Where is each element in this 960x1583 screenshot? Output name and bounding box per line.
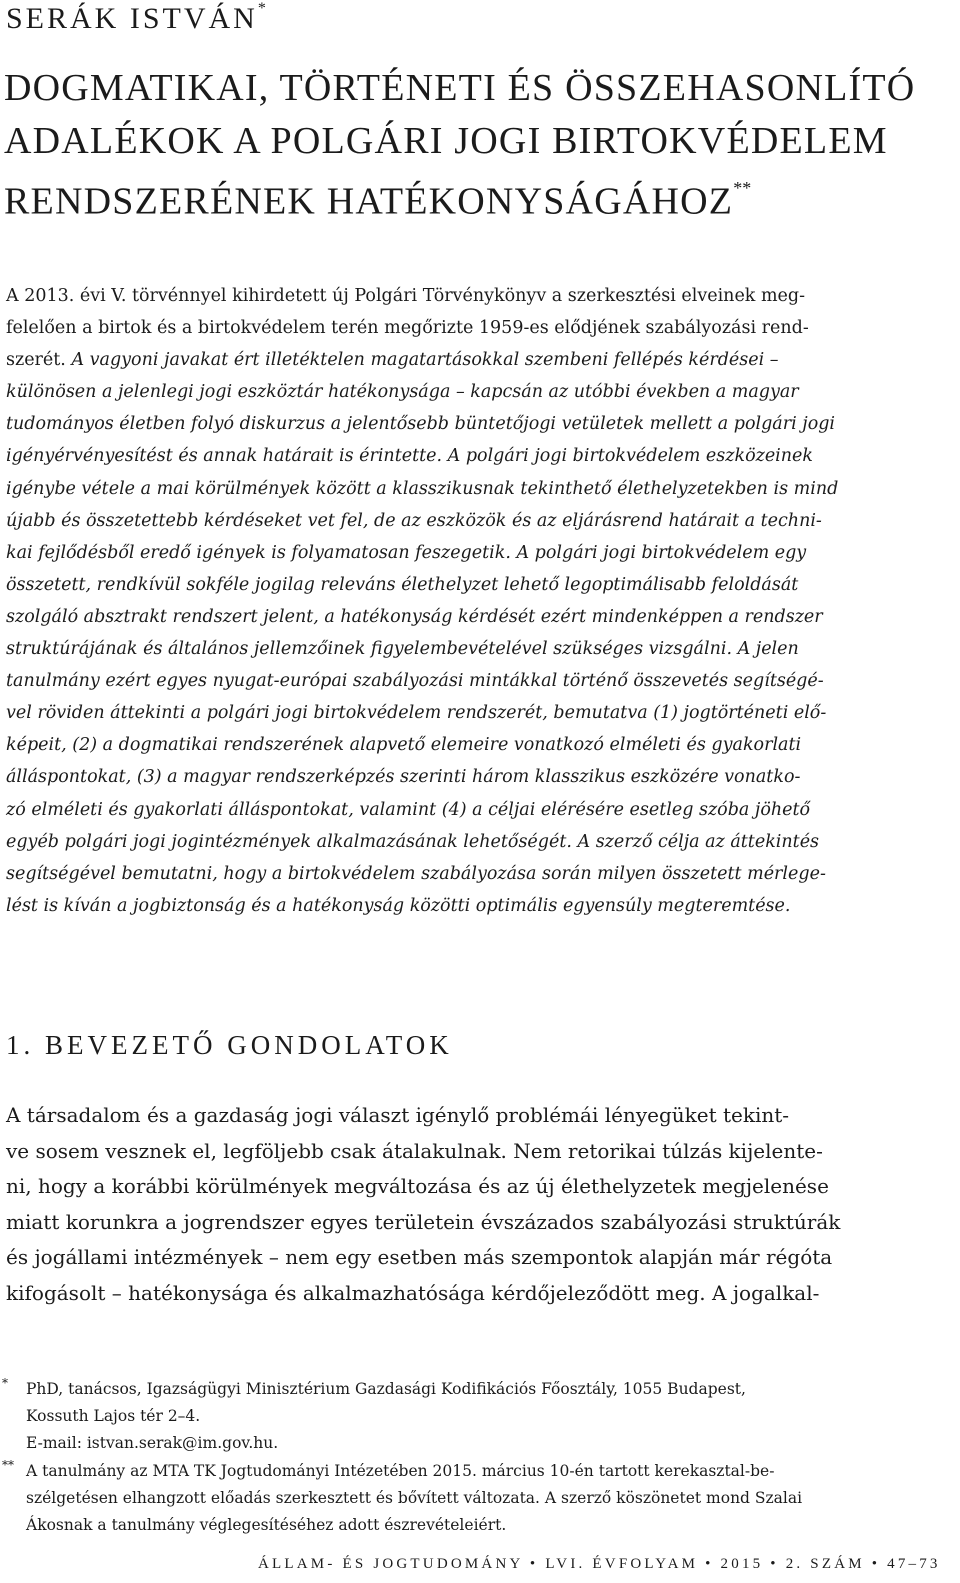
author-footnote-mark: * [257, 0, 266, 17]
footnotes [0, 1376, 950, 1539]
footnote-line: szélgetésen elhangzott előadás szerkesztett és bővített változata. A szerző köszönetet mond Szalai [26, 1488, 803, 1507]
title-line-text: RENDSZERÉNEK HATÉKONYSÁGÁHOZ [4, 180, 734, 223]
title-line [4, 168, 954, 229]
abstract-line: igénybe vétele a mai körülmények között a klasszikusnak tekinthető élethelyzetekben is mind [6, 478, 839, 499]
abstract-line-part-italic: egyéb polgári jogi jogintézmények alkalmazásának lehetőségét. [6, 831, 578, 852]
abstract-line [6, 440, 946, 472]
title-line: ADALÉKOK A POLGÁRI JOGI BIRTOKVÉDELEM [4, 120, 888, 162]
abstract-line-part-italic: struktúrájának és általános jellemzőinek figyelembevételével szükséges vizsgálni. [6, 639, 738, 660]
running-footer: ÁLLAM- ÉS JOGTUDOMÁNY • LVI. ÉVFOLYAM • 2015 • 2. SZÁM • 47–73 [258, 1556, 941, 1572]
footnote-email[interactable]: E-mail: istvan.serak@im.gov.hu. [26, 1434, 279, 1453]
title-footnote-mark: ** [733, 178, 752, 198]
article-title [4, 62, 954, 229]
abstract-line: képeit, (2) a dogmatikai rendszerének alapvető elemeire vonatkozó elméleti és gyakorlati [6, 735, 802, 756]
section-heading: 1. BEVEZETŐ GONDOLATOK [6, 1030, 453, 1060]
abstract-line [6, 344, 946, 376]
abstract-line: felelően a birtok és a birtokvédelem terén megőrizte 1959-es elődjének szabályozási rend- [6, 318, 809, 339]
author-name-text: SERÁK ISTVÁN [6, 2, 258, 35]
body-line: kifogásolt – hatékonysága és alkalmazhatósága kérdőjeleződött meg. A jogalkal- [6, 1280, 820, 1305]
body-line: A társadalom és a gazdaság jogi választ igénylő problémái lényegüket tekint- [6, 1103, 790, 1127]
abstract-line-part-italic: A vagyoni javakat ért illetéktelen magatartásokkal szembeni fellépés kérdései – [71, 350, 779, 371]
abstract-line-part-italic: kai fejlődésből eredő igények is folyamatosan feszegetik. [6, 542, 517, 563]
abstract-line-part-italic: A polgári jogi birtokvédelem eszközeinek [447, 446, 814, 467]
abstract-line: összetett, rendkívül sokféle jogilag releváns élethelyzet lehető legoptimálisabb feloldását [6, 574, 799, 595]
abstract-line: tanulmány ezért egyes nyugat-európai szabályozási mintákkal történő összevetés segítségé- [6, 671, 824, 692]
abstract-line-part-italic: A jelen [737, 639, 799, 660]
abstract-line [6, 826, 946, 858]
author-name [6, 2, 266, 36]
abstract-line-part-italic: igényérvényesítést és annak határait is érintette. [6, 446, 448, 467]
section-body [6, 1098, 946, 1311]
abstract-line: A 2013. évi V. törvénnyel kihirdetett új Polgári Törvénykönyv a szerkesztési elveinek meg- [6, 286, 806, 306]
footnote-line: Kossuth Lajos tér 2–4. [26, 1407, 201, 1426]
footnote-mark: ** [2, 1457, 14, 1472]
abstract-line: álláspontokat, (3) a magyar rendszerképzés szerinti három klasszikus eszközére vonatko- [6, 767, 801, 788]
abstract-line: lést is kíván a jogbiztonság és a hatékonyság közötti optimális egyensúly megteremtése. [6, 895, 791, 916]
abstract-line: különösen a jelenlegi jogi eszköztár hatékonysága – kapcsán az utóbbi években a magyar [6, 382, 799, 403]
abstract-line: vel röviden áttekinti a polgári jogi birtokvédelem rendszerét, bemutatva (1) jogtörténeti elő- [6, 703, 827, 724]
footnote-line: Ákosnak a tanulmány véglegesítéséhez adott észrevételeiért. [26, 1516, 507, 1535]
abstract-line: zó elméleti és gyakorlati álláspontokat, valamint (4) a céljai elérésére esetleg szóba jöhető [6, 799, 811, 820]
abstract-line [6, 537, 946, 569]
abstract-line-part-italic: A szerző célja az áttekintés [577, 831, 820, 852]
body-line: miatt korunkra a jogrendszer egyes területein évszázados szabályozási struktúrák [6, 1209, 841, 1234]
abstract-line [6, 633, 946, 665]
abstract [6, 280, 946, 922]
abstract-line: szolgáló absztrakt rendszert jelent, a hatékonyság kérdését ezért mindenképpen a rendszer [6, 606, 823, 627]
footnote-mark: * [2, 1376, 8, 1390]
title-line: DOGMATIKAI, TÖRTÉNETI ÉS ÖSSZEHASONLÍTÓ [4, 67, 916, 109]
body-line: és jogállami intézmények – nem egy esetben más szempontok alapján már régóta [6, 1245, 833, 1269]
footnote-line: A tanulmány az MTA TK Jogtudományi Intézetében 2015. március 10-én tartott kerekasztal-be- [26, 1461, 775, 1480]
abstract-line: segítségével bemutatni, hogy a birtokvédelem szabályozása során milyen összetett mérlege- [6, 863, 826, 884]
abstract-line-part-italic: A polgári jogi birtokvédelem egy [516, 542, 807, 563]
footnote-author [0, 1376, 950, 1458]
abstract-line: újabb és összetettebb kérdéseket vet fel, de az eszközök és az eljárásrend határait a techni- [6, 510, 822, 531]
body-line: ve sosem vesznek el, legföljebb csak átalakulnak. Nem retorikai túlzás kijelente- [6, 1138, 823, 1163]
footnote-title [0, 1458, 950, 1540]
footnote-line: PhD, tanácsos, Igazságügyi Minisztérium Gazdasági Kodifikációs Főosztály, 1055 Budapest, [26, 1380, 746, 1398]
body-line: ni, hogy a korábbi körülmények megváltozása és az új élethelyzetek megjelenése [6, 1174, 829, 1198]
abstract-line: tudományos életben folyó diskurzus a jelentősebb büntetőjogi vetületek mellett a polgári jogi [6, 414, 836, 435]
abstract-line-part: szerét. [6, 350, 72, 371]
